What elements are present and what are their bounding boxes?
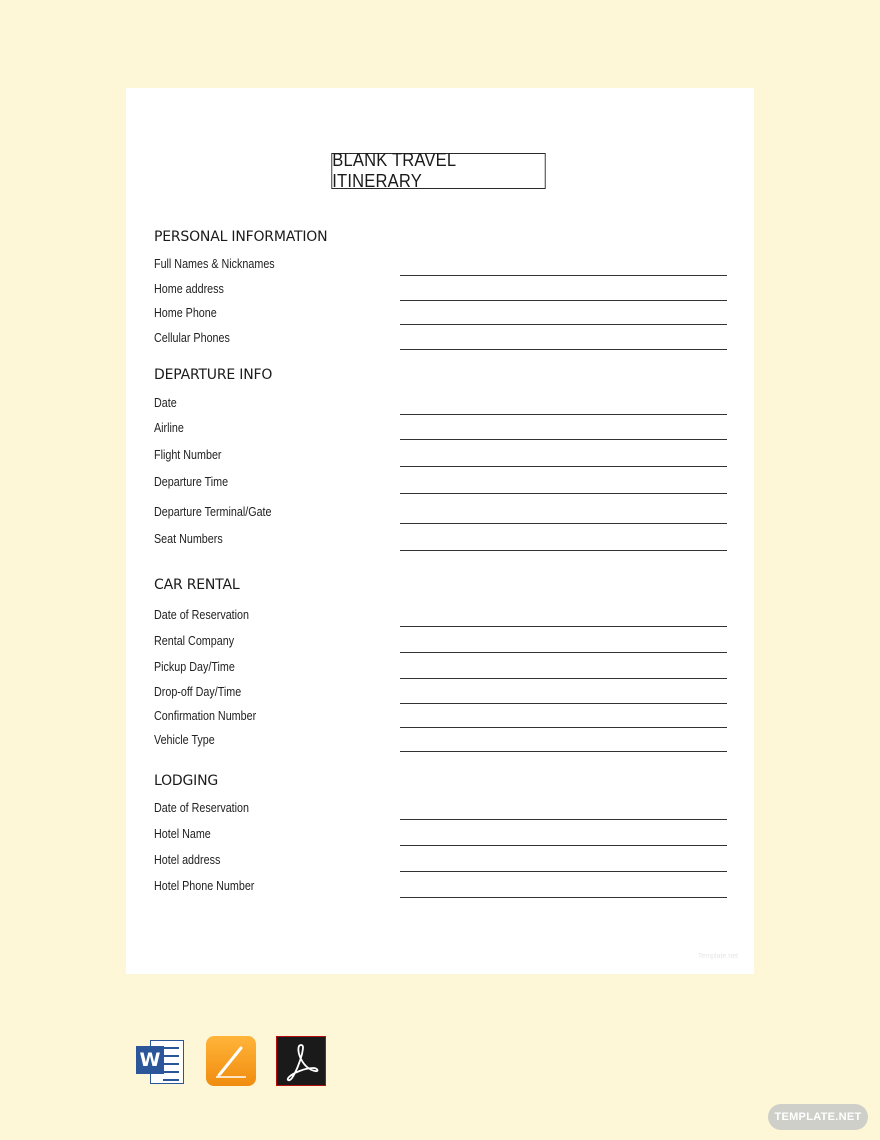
acrobat-icon: [277, 1037, 325, 1085]
field-label: Confirmation Number: [154, 709, 257, 723]
fill-in-line[interactable]: [400, 819, 727, 820]
word-letter: W: [136, 1046, 164, 1074]
section-heading-car-rental: CAR RENTAL: [154, 577, 240, 593]
section-heading-personal-information: PERSONAL INFORMATION: [154, 229, 328, 245]
field-label: Date: [154, 396, 177, 410]
field-label: Drop-off Day/Time: [154, 685, 242, 699]
field-row: [154, 879, 730, 899]
fill-in-line[interactable]: [400, 871, 727, 872]
fill-in-line[interactable]: [400, 466, 727, 467]
field-row: [154, 282, 730, 302]
field-label: Date of Reservation: [154, 608, 250, 622]
field-label: Hotel Phone Number: [154, 879, 255, 893]
field-label: Rental Company: [154, 634, 235, 648]
pen-icon: [206, 1036, 256, 1086]
fill-in-line[interactable]: [400, 349, 727, 350]
fill-in-line[interactable]: [400, 845, 727, 846]
field-row: [154, 257, 730, 277]
field-label: Hotel address: [154, 853, 221, 867]
field-row: [154, 306, 730, 326]
pages-icon[interactable]: [206, 1036, 256, 1086]
field-label: Seat Numbers: [154, 532, 223, 546]
field-label: Flight Number: [154, 448, 222, 462]
field-row: [154, 685, 730, 705]
field-row: [154, 421, 730, 441]
fill-in-line[interactable]: [400, 523, 727, 524]
fill-in-line[interactable]: [400, 414, 727, 415]
field-row: [154, 475, 730, 495]
fill-in-line[interactable]: [400, 727, 727, 728]
fill-in-line[interactable]: [400, 275, 727, 276]
template-brand-badge[interactable]: TEMPLATE.NET: [768, 1104, 868, 1130]
fill-in-line[interactable]: [400, 703, 727, 704]
paper-watermark: Template.net: [697, 953, 738, 960]
field-row: [154, 853, 730, 873]
fill-in-line[interactable]: [400, 652, 727, 653]
format-icons: [136, 1036, 346, 1086]
word-icon[interactable]: [136, 1036, 186, 1086]
fill-in-line[interactable]: [400, 493, 727, 494]
section-heading-departure-info: DEPARTURE INFO: [154, 367, 273, 383]
field-label: Vehicle Type: [154, 733, 215, 747]
field-row: [154, 660, 730, 680]
field-label: Full Names & Nicknames: [154, 257, 275, 271]
field-row: [154, 505, 730, 525]
field-row: [154, 608, 730, 628]
fill-in-line[interactable]: [400, 897, 727, 898]
fill-in-line[interactable]: [400, 439, 727, 440]
fill-in-line[interactable]: [400, 678, 727, 679]
field-label: Airline: [154, 421, 184, 435]
field-row: [154, 827, 730, 847]
field-label: Home Phone: [154, 306, 217, 320]
field-row: [154, 709, 730, 729]
field-label: Hotel Name: [154, 827, 211, 841]
section-heading-lodging: LODGING: [154, 773, 218, 789]
field-label: Pickup Day/Time: [154, 660, 235, 674]
field-label: Departure Time: [154, 475, 229, 489]
field-label: Cellular Phones: [154, 331, 230, 345]
field-row: [154, 331, 730, 351]
field-row: [154, 634, 730, 654]
itinerary-page: [126, 88, 754, 974]
field-row: [154, 532, 730, 552]
pdf-icon[interactable]: [276, 1036, 326, 1086]
field-row: [154, 733, 730, 753]
field-label: Date of Reservation: [154, 801, 250, 815]
fill-in-line[interactable]: [400, 300, 727, 301]
field-label: Departure Terminal/Gate: [154, 505, 272, 519]
field-row: [154, 396, 730, 416]
field-row: [154, 448, 730, 468]
fill-in-line[interactable]: [400, 751, 727, 752]
fill-in-line[interactable]: [400, 324, 727, 325]
field-row: [154, 801, 730, 821]
field-label: Home address: [154, 282, 224, 296]
fill-in-line[interactable]: [400, 550, 727, 551]
fill-in-line[interactable]: [400, 626, 727, 627]
document-title: BLANK TRAVEL ITINERARY: [331, 153, 545, 189]
